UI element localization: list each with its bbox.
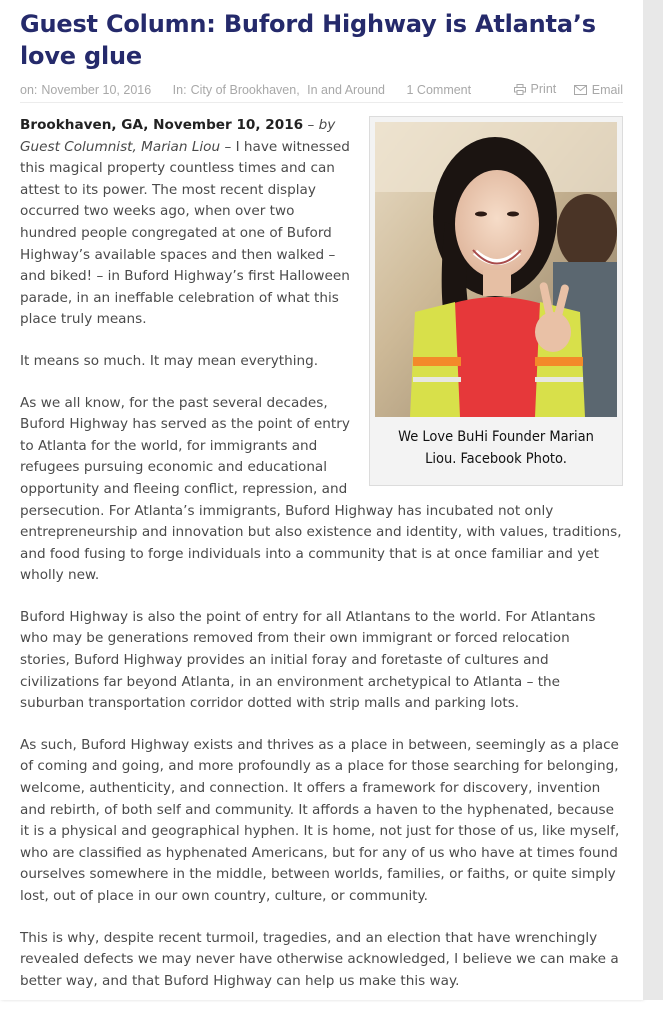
body-paragraph: Buford Highway is also the point of entry for all Atlantans to the world. For Atlantans who may be generations removed from their own immigrant or forced relocation stories, Buford Highway provides an initial foray and foretaste of cultures and civilizations far beyond Atlanta, in an environment archetypical to Atlanta – the suburban transportation corridor dotted with strip malls and parking lots. xyxy=(20,608,596,712)
comments-link[interactable]: 1 Comment xyxy=(406,83,472,97)
envelope-icon xyxy=(574,85,587,95)
print-label: Print xyxy=(530,82,557,96)
email-button[interactable] xyxy=(574,83,623,97)
category-separator: , xyxy=(296,83,300,97)
category-link-in-and-around[interactable]: In and Around xyxy=(307,83,386,97)
article-figure xyxy=(369,116,623,486)
body-paragraph: This is why, despite recent turmoil, tragedies, and an election that have wrenchingly revealed defects we may never have otherwise acknowledged, I believe we can make a better way, and that Buford Highway can help us make this way. xyxy=(20,929,619,989)
dateline-dash: – xyxy=(303,117,319,133)
body-paragraph: As we all know, for the past several decades, Buford Highway has served as the point of entry to Atlanta for the world, for immigrants and refugees pursuing economic and educational opportunity and fleeing conflict, repression, and persecution. For Atlanta’s immigrants, Buford Highway has incubated not only entrepreneurship and innovation but also existence and identity, with values, traditions, and food fusing to forge individuals into a community that is at once familiar and yet wholly new. xyxy=(20,394,622,584)
email-label: Email xyxy=(591,82,623,97)
page-gutter xyxy=(643,0,663,1000)
meta-actions xyxy=(500,82,623,98)
meta-on-label: on: xyxy=(20,83,38,97)
body-paragraph: It means so much. It may mean everything. xyxy=(20,352,319,369)
print-button[interactable] xyxy=(514,82,557,96)
byline: by Guest Columnist, Marian Liou xyxy=(20,117,336,155)
body-paragraph: As such, Buford Highway exists and thrives as a place in between, seemingly as a place of coming and going, and more profoundly as a place for those searching for belonging, welcome, authenticity, and connection. It offers a framework for discovery, invention and rebirth, of both self and community. It affords a haven to the hyphenated, because it is a physical and geographical hyphen. It is home, not just for those of us, like myself, who are classified as hyphenated Americans, but for any of us who have at times found ourselves somewhere in the middle, between worlds, families, or faiths, or quite simply lost, out of place in our own country, culture, or community. xyxy=(20,736,620,904)
article-title[interactable]: Guest Column: Buford Highway is Atlanta’s love glue xyxy=(20,10,596,70)
article-body xyxy=(20,115,623,992)
category-link-brookhaven[interactable]: City of Brookhaven xyxy=(190,83,297,97)
printer-icon xyxy=(514,84,526,95)
marian-liou-photo[interactable] xyxy=(375,122,617,417)
meta-date: November 10, 2016 xyxy=(41,83,152,97)
article-meta xyxy=(20,80,623,103)
meta-left xyxy=(20,83,475,97)
lead-text: – I have witnessed this magical property countless times and can attest to its power. The most recent display occurred two weeks ago, when over two hundred people congregated at one of Buford Highway’s available spaces and then walked – and biked! – in Buford Highway’s first Halloween parade, in an ineffable celebration of what this place truly means. xyxy=(20,138,350,328)
figure-caption: We Love BuHi Founder Marian Liou. Facebook Photo. xyxy=(398,429,594,467)
article xyxy=(20,8,623,1012)
meta-in-label: In: xyxy=(172,83,187,97)
dateline: Brookhaven, GA, November 10, 2016 xyxy=(20,117,304,133)
